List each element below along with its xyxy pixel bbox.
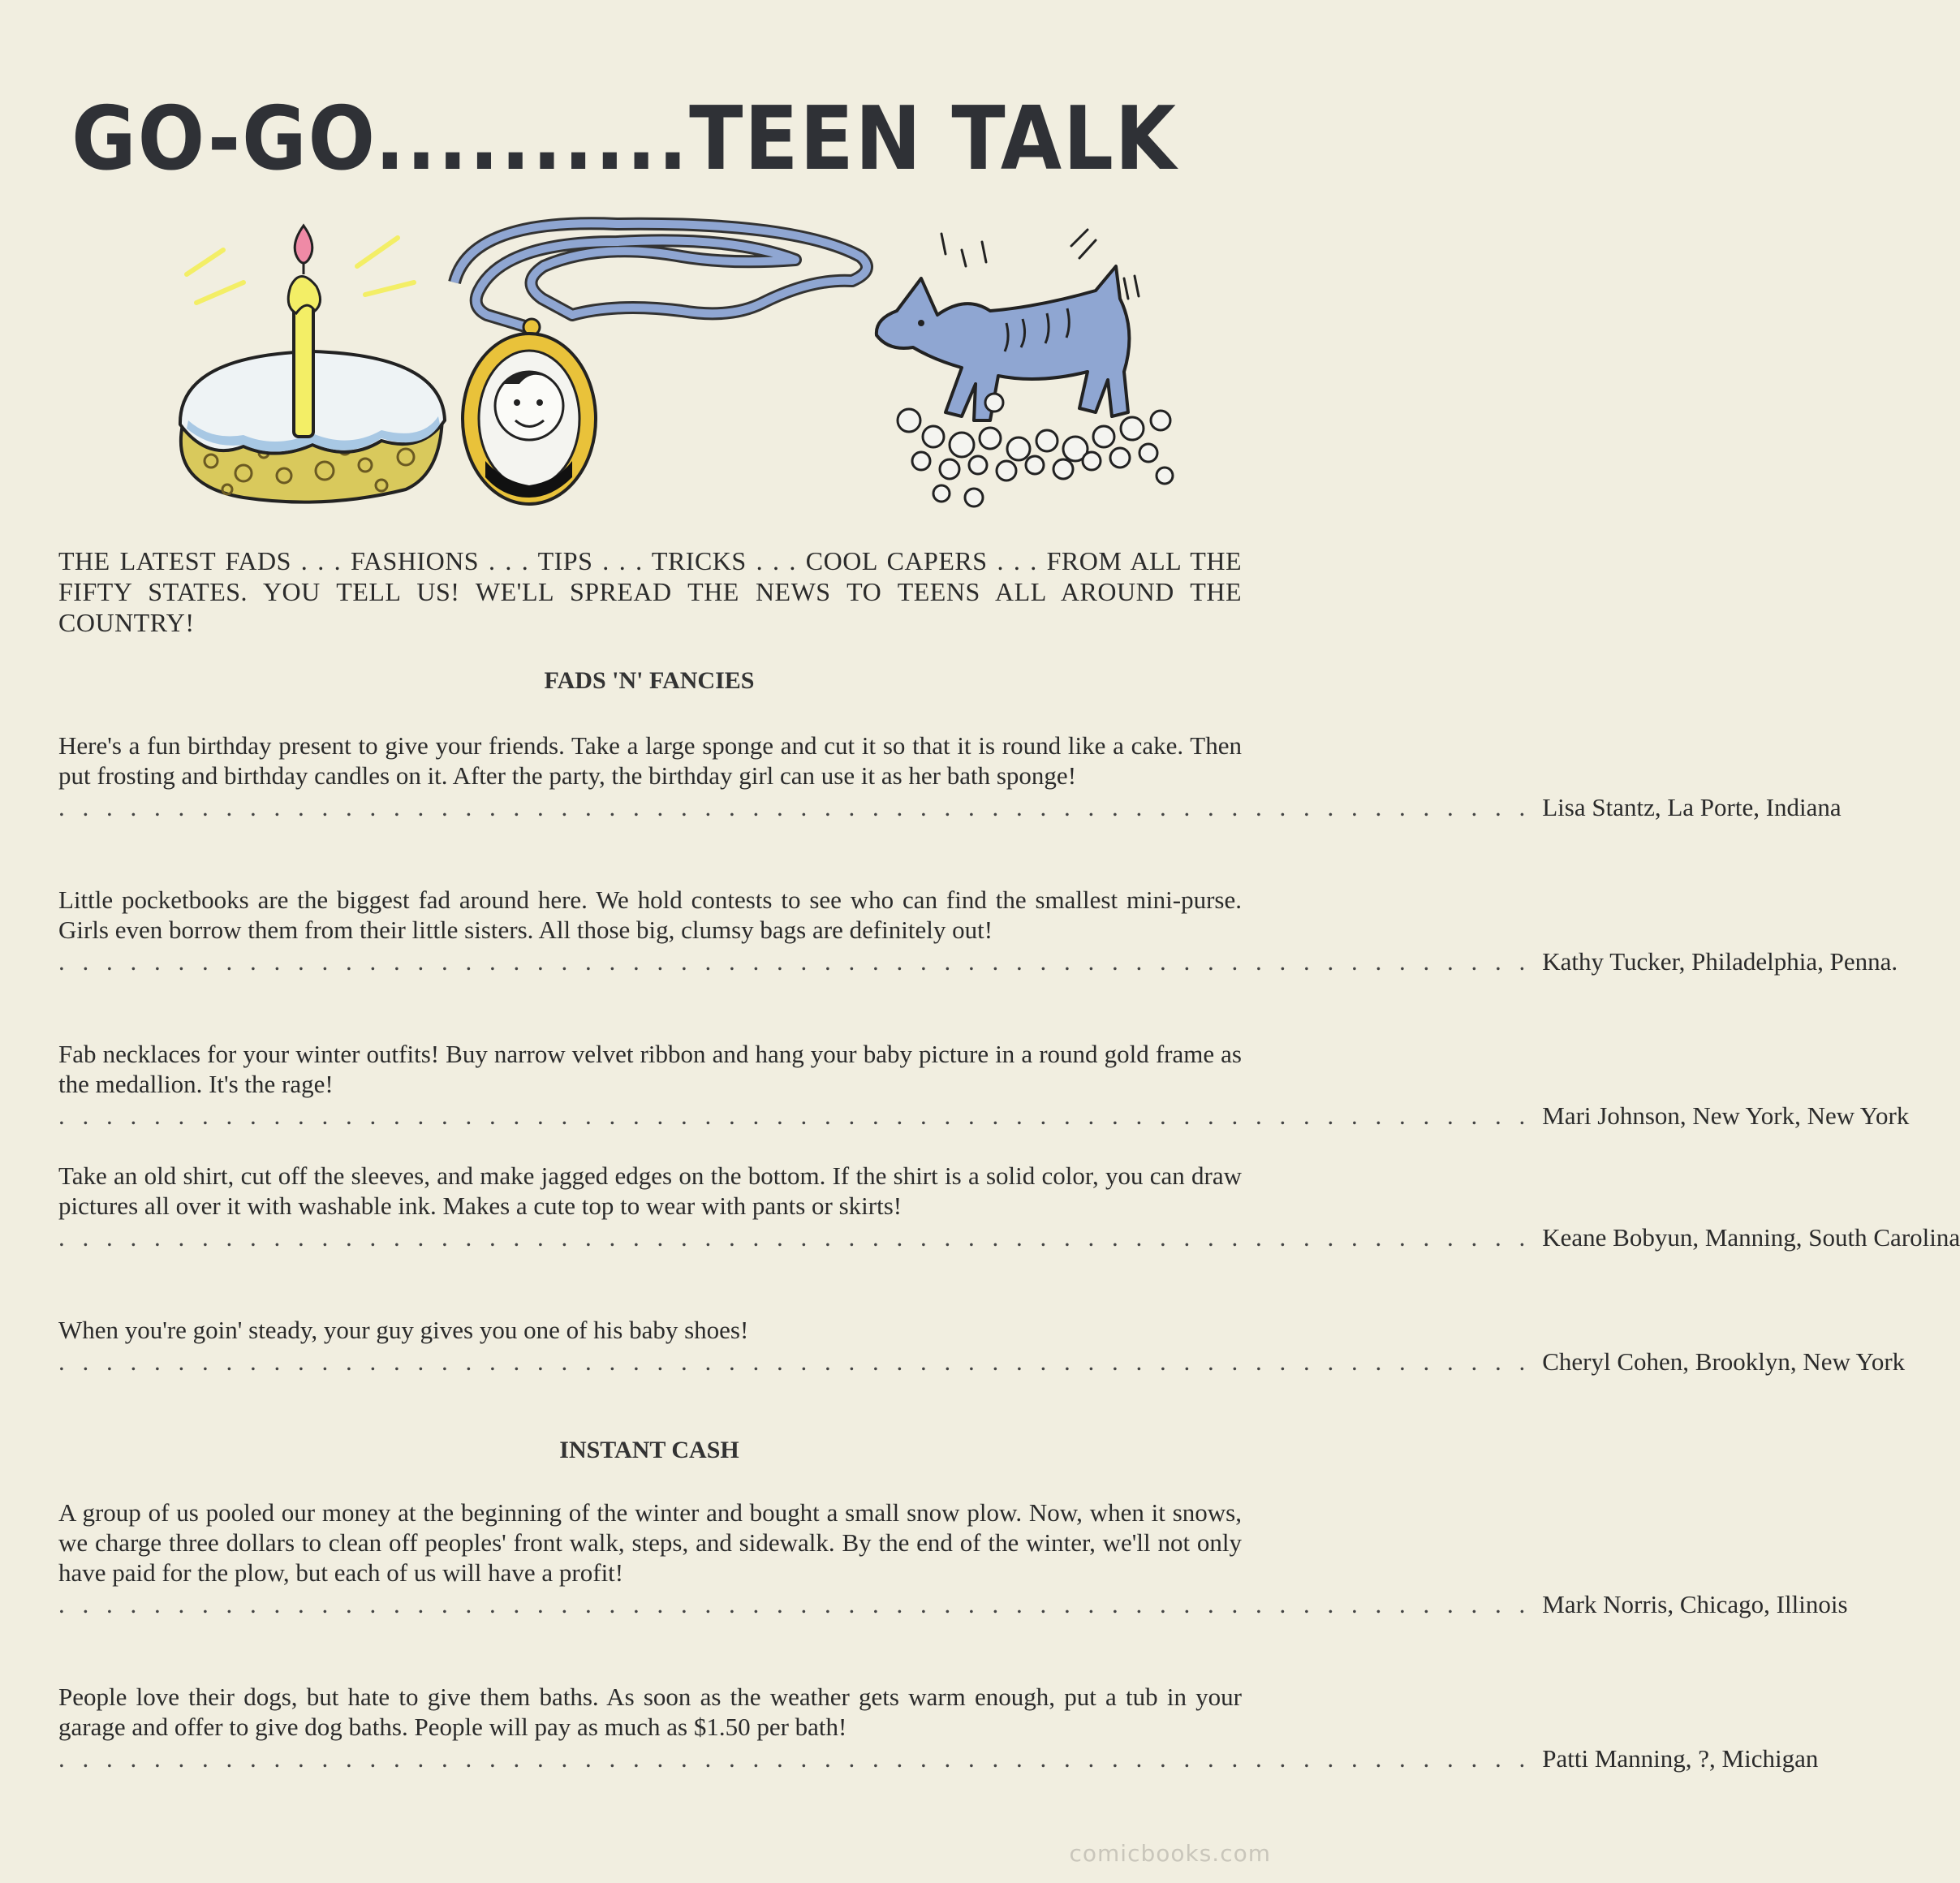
entry-credit-row — [58, 1101, 1910, 1131]
entry-text: When you're goin' steady, your guy gives you one of his baby shoes! — [58, 1316, 749, 1344]
leader-dots: . . . . . . . . . . . . . . . . . . . . . . . . . . . . . . . . . . . . . . . . . . . . . . . . . . . . . . . . . . . . . . — [58, 1347, 1531, 1376]
leader-dots: . . . . . . . . . . . . . . . . . . . . . . . . . . . . . . . . . . . . . . . . . . . . . . . . . . . . . . . . . . . . . . — [58, 1101, 1531, 1130]
leader-dots: . . . . . . . . . . . . . . . . . . . . . . . . . . . . . . . . . . . . . . . . . . . . . . . . . . . . . . . . . . . . . . — [58, 1223, 1531, 1252]
entry-card — [58, 730, 1842, 822]
watermark: comicbooks.com — [1069, 1840, 1271, 1867]
entry-text: People love their dogs, but hate to give them baths. As soon as the weather gets warm enough, put a tub in your garage and offer to give dog baths. People will pay as much as $1.50 per bath! — [58, 1683, 1242, 1741]
entry-credit-row — [58, 1743, 1819, 1773]
entry-credit: Cheryl Cohen, Brooklyn, New York — [1542, 1347, 1906, 1376]
entry-credit: Lisa Stantz, La Porte, Indiana — [1542, 793, 1842, 821]
entry-credit: Mari Johnson, New York, New York — [1542, 1101, 1910, 1130]
entry-credit-row — [58, 946, 1898, 976]
leader-dots: . . . . . . . . . . . . . . . . . . . . . . . . . . . . . . . . . . . . . . . . . . . . . . . . . . . . . . . . . . . . . . — [58, 947, 1531, 976]
entry-text: Little pocketbooks are the biggest fad around here. We hold contests to see who can find the smallest mini-purse. Girls even borrow them from their little sisters. All those big, clumsy bags are definitely out! — [58, 885, 1242, 944]
entry-credit-row — [58, 1347, 1906, 1377]
wet-dog-bath-icon — [877, 230, 1173, 506]
entry-card — [58, 885, 1898, 976]
entry-credit-row — [58, 1589, 1848, 1619]
entry-card — [58, 1497, 1848, 1619]
entry-credit: Kathy Tucker, Philadelphia, Penna. — [1542, 947, 1898, 976]
section-heading-instant-cash: INSTANT CASH — [559, 1437, 739, 1463]
intro-text: THE LATEST FADS . . . FASHIONS . . . TIPS . . . TRICKS . . . COOL CAPERS . . . FROM ALL THE FIFTY STATES. YOU TELL US! WE'LL SPREAD THE NEWS TO TEENS ALL AROUND THE COUNTRY! — [58, 546, 1242, 637]
birthday-cake-sponge-icon — [180, 226, 445, 502]
leader-dots: . . . . . . . . . . . . . . . . . . . . . . . . . . . . . . . . . . . . . . . . . . . . . . . . . . . . . . . . . . . . . . — [58, 1590, 1531, 1618]
entry-card — [58, 1161, 1960, 1252]
entry-credit: Keane Bobyun, Manning, South Carolina — [1542, 1223, 1960, 1252]
entry-card — [58, 1039, 1910, 1131]
leader-dots: . . . . . . . . . . . . . . . . . . . . . . . . . . . . . . . . . . . . . . . . . . . . . . . . . . . . . . . . . . . . . . — [58, 1744, 1531, 1773]
entry-text: A group of us pooled our money at the beginning of the winter and bought a small snow plow. Now, when it snows, we charge three dollars to clean off peoples' front walk, steps, and sidewalk. By the end of the winter, we'll not only have paid for the plow, but each of us will have a profit! — [58, 1498, 1242, 1587]
entry-text: Here's a fun birthday present to give your friends. Take a large sponge and cut it so that it is round like a cake. Then put frosting and birthday candles on it. After the party, the birthday girl can use it as her bath sponge! — [58, 731, 1242, 790]
illustrations — [162, 218, 1234, 510]
entry-credit: Mark Norris, Chicago, Illinois — [1542, 1590, 1848, 1618]
entry-text: Take an old shirt, cut off the sleeves, and make jagged edges on the bottom. If the shirt is a solid color, you can draw pictures all over it with washable ink. Makes a cute top to wear with pants or skirts! — [58, 1161, 1242, 1220]
entry-credit: Patti Manning, ?, Michigan — [1542, 1744, 1819, 1773]
entry-credit-row — [58, 1222, 1960, 1252]
leader-dots: . . . . . . . . . . . . . . . . . . . . . . . . . . . . . . . . . . . . . . . . . . . . . . . . . . . . . . . . . . . . . . — [58, 793, 1531, 821]
entry-credit-row — [58, 792, 1842, 822]
locket-necklace-icon — [454, 223, 867, 504]
page-title: GO-GO..........TEEN TALK — [71, 88, 1178, 190]
entry-text: Fab necklaces for your winter outfits! Buy narrow velvet ribbon and hang your baby picture in a round gold frame as the medallion. It's the rage! — [58, 1040, 1242, 1098]
entry-card — [58, 1315, 1906, 1377]
section-heading-fads: FADS 'N' FANCIES — [544, 667, 755, 694]
entry-card — [58, 1682, 1819, 1773]
